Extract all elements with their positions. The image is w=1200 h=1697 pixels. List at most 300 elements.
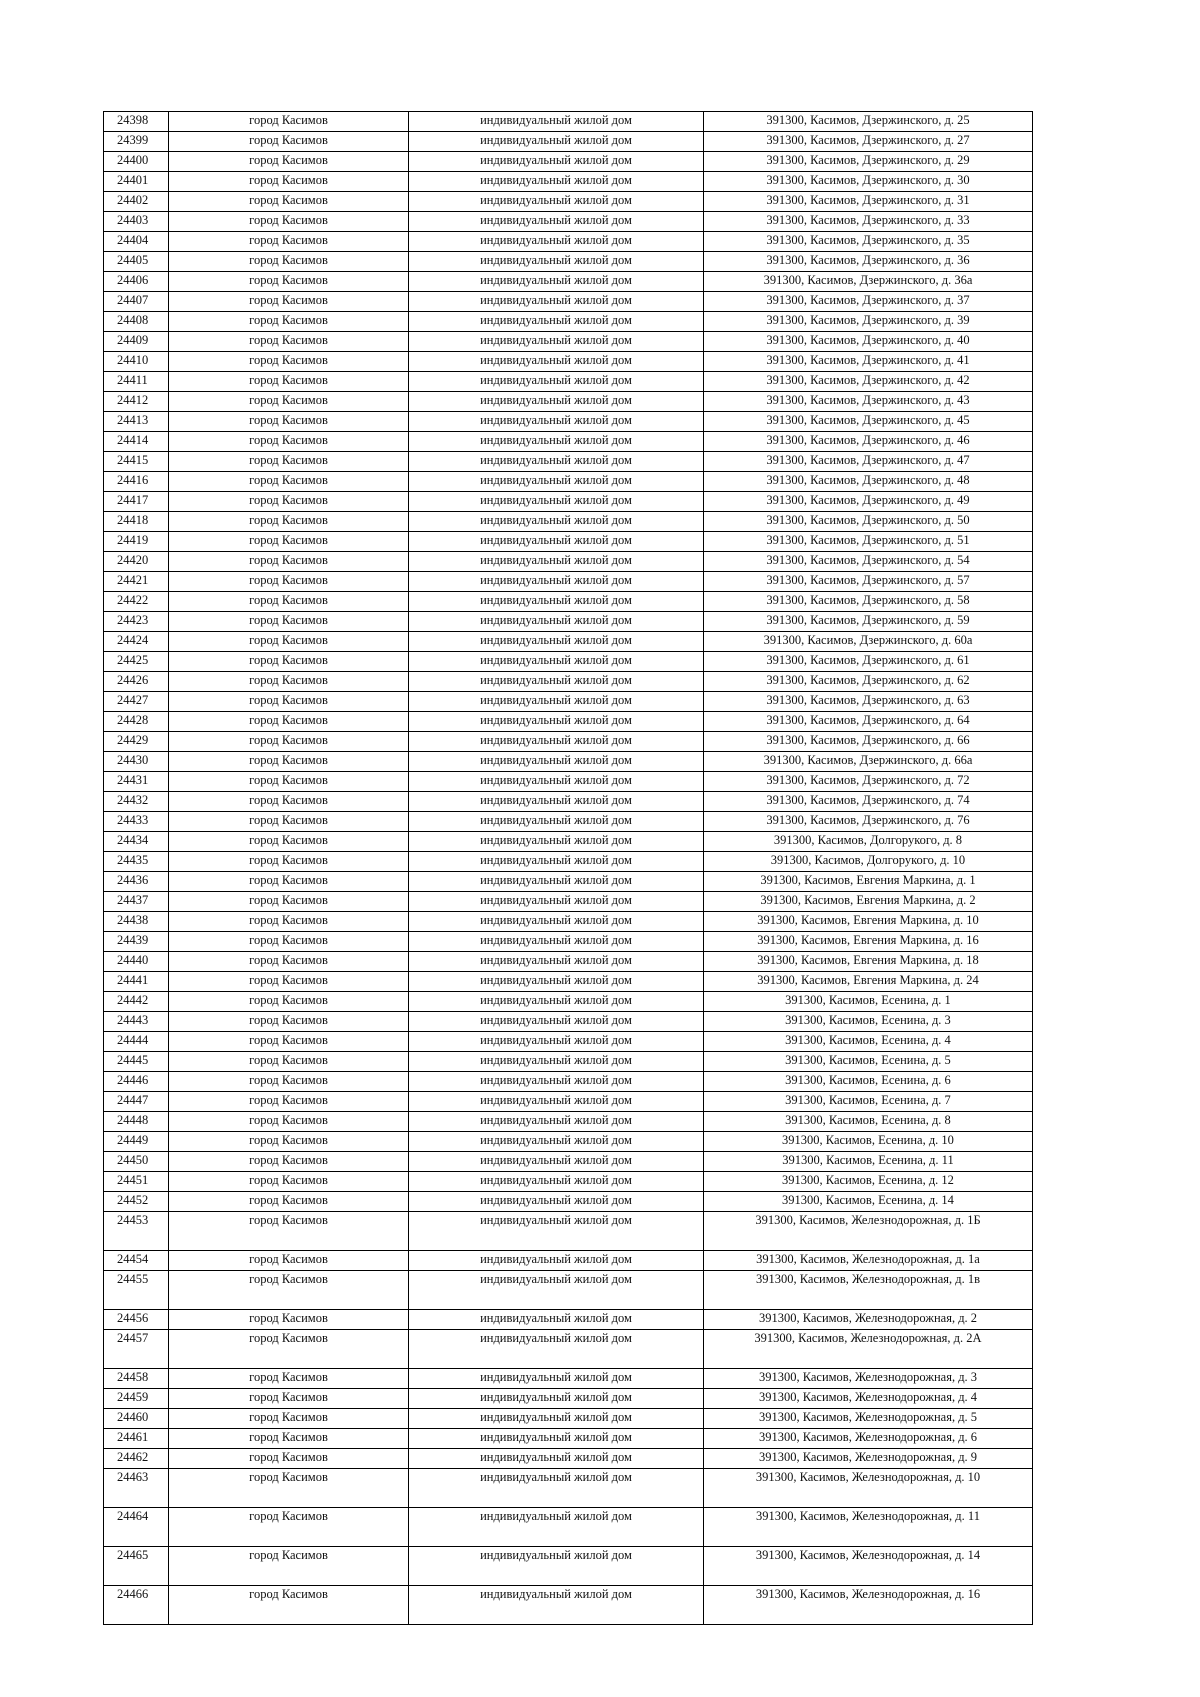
row-number-cell: 24458 — [104, 1369, 169, 1389]
locality-cell: город Касимов — [169, 972, 409, 992]
table-row — [104, 1429, 1033, 1449]
object-type-cell: индивидуальный жилой дом — [409, 112, 704, 132]
locality-cell: город Касимов — [169, 172, 409, 192]
locality-cell: город Касимов — [169, 1212, 409, 1251]
row-number-cell: 24448 — [104, 1112, 169, 1132]
locality-cell: город Касимов — [169, 912, 409, 932]
table-row — [104, 932, 1033, 952]
locality-cell: город Касимов — [169, 1152, 409, 1172]
address-cell: 391300, Касимов, Дзержинского, д. 54 — [704, 552, 1033, 572]
address-cell: 391300, Касимов, Дзержинского, д. 48 — [704, 472, 1033, 492]
locality-cell: город Касимов — [169, 832, 409, 852]
address-cell: 391300, Касимов, Железнодорожная, д. 2А — [704, 1330, 1033, 1369]
table-row — [104, 252, 1033, 272]
row-number-cell: 24447 — [104, 1092, 169, 1112]
address-cell: 391300, Касимов, Железнодорожная, д. 3 — [704, 1369, 1033, 1389]
table-row — [104, 272, 1033, 292]
object-type-cell: индивидуальный жилой дом — [409, 1112, 704, 1132]
table-row — [104, 692, 1033, 712]
object-type-cell: индивидуальный жилой дом — [409, 332, 704, 352]
object-type-cell: индивидуальный жилой дом — [409, 932, 704, 952]
table-row — [104, 1192, 1033, 1212]
row-number-cell: 24419 — [104, 532, 169, 552]
table-row — [104, 1052, 1033, 1072]
row-number-cell: 24441 — [104, 972, 169, 992]
row-number-cell: 24398 — [104, 112, 169, 132]
row-number-cell: 24438 — [104, 912, 169, 932]
row-number-cell: 24408 — [104, 312, 169, 332]
row-number-cell: 24403 — [104, 212, 169, 232]
object-type-cell: индивидуальный жилой дом — [409, 752, 704, 772]
address-cell: 391300, Касимов, Евгения Маркина, д. 16 — [704, 932, 1033, 952]
row-number-cell: 24402 — [104, 192, 169, 212]
address-cell: 391300, Касимов, Дзержинского, д. 30 — [704, 172, 1033, 192]
table-row — [104, 152, 1033, 172]
object-type-cell: индивидуальный жилой дом — [409, 272, 704, 292]
object-type-cell: индивидуальный жилой дом — [409, 1469, 704, 1508]
locality-cell: город Касимов — [169, 592, 409, 612]
address-cell: 391300, Касимов, Дзержинского, д. 42 — [704, 372, 1033, 392]
row-number-cell: 24412 — [104, 392, 169, 412]
row-number-cell: 24434 — [104, 832, 169, 852]
object-type-cell: индивидуальный жилой дом — [409, 1429, 704, 1449]
row-number-cell: 24463 — [104, 1469, 169, 1508]
table-row — [104, 432, 1033, 452]
row-number-cell: 24432 — [104, 792, 169, 812]
table-row — [104, 1092, 1033, 1112]
object-type-cell: индивидуальный жилой дом — [409, 1192, 704, 1212]
locality-cell: город Касимов — [169, 272, 409, 292]
row-number-cell: 24437 — [104, 892, 169, 912]
address-cell: 391300, Касимов, Железнодорожная, д. 16 — [704, 1586, 1033, 1625]
row-number-cell: 24416 — [104, 472, 169, 492]
table-row — [104, 1251, 1033, 1271]
row-number-cell: 24433 — [104, 812, 169, 832]
row-number-cell: 24407 — [104, 292, 169, 312]
object-type-cell: индивидуальный жилой дом — [409, 532, 704, 552]
object-type-cell: индивидуальный жилой дом — [409, 892, 704, 912]
address-cell: 391300, Касимов, Есенина, д. 6 — [704, 1072, 1033, 1092]
table-row — [104, 1032, 1033, 1052]
row-number-cell: 24417 — [104, 492, 169, 512]
table-row — [104, 832, 1033, 852]
object-type-cell: индивидуальный жилой дом — [409, 172, 704, 192]
table-row — [104, 992, 1033, 1012]
table-row — [104, 1508, 1033, 1547]
table-row — [104, 892, 1033, 912]
address-cell: 391300, Касимов, Есенина, д. 3 — [704, 1012, 1033, 1032]
locality-cell: город Касимов — [169, 232, 409, 252]
table-row — [104, 1271, 1033, 1310]
locality-cell: город Касимов — [169, 1052, 409, 1072]
object-type-cell: индивидуальный жилой дом — [409, 992, 704, 1012]
row-number-cell: 24427 — [104, 692, 169, 712]
address-cell: 391300, Касимов, Дзержинского, д. 61 — [704, 652, 1033, 672]
table-row — [104, 1586, 1033, 1625]
object-type-cell: индивидуальный жилой дом — [409, 572, 704, 592]
row-number-cell: 24431 — [104, 772, 169, 792]
address-cell: 391300, Касимов, Евгения Маркина, д. 2 — [704, 892, 1033, 912]
row-number-cell: 24424 — [104, 632, 169, 652]
row-number-cell: 24450 — [104, 1152, 169, 1172]
address-cell: 391300, Касимов, Дзержинского, д. 66а — [704, 752, 1033, 772]
row-number-cell: 24404 — [104, 232, 169, 252]
locality-cell: город Касимов — [169, 332, 409, 352]
table-row — [104, 652, 1033, 672]
object-type-cell: индивидуальный жилой дом — [409, 232, 704, 252]
table-row — [104, 772, 1033, 792]
table-row — [104, 612, 1033, 632]
table-row — [104, 172, 1033, 192]
object-type-cell: индивидуальный жилой дом — [409, 852, 704, 872]
locality-cell: город Касимов — [169, 452, 409, 472]
locality-cell: город Касимов — [169, 1310, 409, 1330]
address-cell: 391300, Касимов, Евгения Маркина, д. 18 — [704, 952, 1033, 972]
table-row — [104, 1547, 1033, 1586]
locality-cell: город Касимов — [169, 852, 409, 872]
address-cell: 391300, Касимов, Дзержинского, д. 35 — [704, 232, 1033, 252]
locality-cell: город Касимов — [169, 1032, 409, 1052]
row-number-cell: 24409 — [104, 332, 169, 352]
object-type-cell: индивидуальный жилой дом — [409, 292, 704, 312]
object-type-cell: индивидуальный жилой дом — [409, 1132, 704, 1152]
address-cell: 391300, Касимов, Железнодорожная, д. 1Б — [704, 1212, 1033, 1251]
locality-cell: город Касимов — [169, 1369, 409, 1389]
object-type-cell: индивидуальный жилой дом — [409, 1369, 704, 1389]
object-type-cell: индивидуальный жилой дом — [409, 1508, 704, 1547]
locality-cell: город Касимов — [169, 1112, 409, 1132]
row-number-cell: 24406 — [104, 272, 169, 292]
object-type-cell: индивидуальный жилой дом — [409, 472, 704, 492]
row-number-cell: 24443 — [104, 1012, 169, 1032]
address-cell: 391300, Касимов, Дзержинского, д. 31 — [704, 192, 1033, 212]
address-cell: 391300, Касимов, Железнодорожная, д. 10 — [704, 1469, 1033, 1508]
table-body — [104, 112, 1033, 1625]
locality-cell: город Касимов — [169, 492, 409, 512]
locality-cell: город Касимов — [169, 1449, 409, 1469]
row-number-cell: 24460 — [104, 1409, 169, 1429]
locality-cell: город Касимов — [169, 812, 409, 832]
address-cell: 391300, Касимов, Есенина, д. 10 — [704, 1132, 1033, 1152]
object-type-cell: индивидуальный жилой дом — [409, 492, 704, 512]
address-cell: 391300, Касимов, Дзержинского, д. 36 — [704, 252, 1033, 272]
address-cell: 391300, Касимов, Железнодорожная, д. 6 — [704, 1429, 1033, 1449]
locality-cell: город Касимов — [169, 1092, 409, 1112]
address-cell: 391300, Касимов, Дзержинского, д. 64 — [704, 712, 1033, 732]
locality-cell: город Касимов — [169, 1072, 409, 1092]
locality-cell: город Касимов — [169, 892, 409, 912]
locality-cell: город Касимов — [169, 1389, 409, 1409]
locality-cell: город Касимов — [169, 932, 409, 952]
address-cell: 391300, Касимов, Есенина, д. 5 — [704, 1052, 1033, 1072]
row-number-cell: 24414 — [104, 432, 169, 452]
table-row — [104, 412, 1033, 432]
row-number-cell: 24465 — [104, 1547, 169, 1586]
address-cell: 391300, Касимов, Дзержинского, д. 37 — [704, 292, 1033, 312]
locality-cell: город Касимов — [169, 472, 409, 492]
table-row — [104, 352, 1033, 372]
address-cell: 391300, Касимов, Дзержинского, д. 76 — [704, 812, 1033, 832]
address-cell: 391300, Касимов, Дзержинского, д. 49 — [704, 492, 1033, 512]
address-cell: 391300, Касимов, Дзержинского, д. 74 — [704, 792, 1033, 812]
locality-cell: город Касимов — [169, 752, 409, 772]
row-number-cell: 24428 — [104, 712, 169, 732]
object-type-cell: индивидуальный жилой дом — [409, 732, 704, 752]
locality-cell: город Касимов — [169, 312, 409, 332]
address-cell: 391300, Касимов, Есенина, д. 11 — [704, 1152, 1033, 1172]
row-number-cell: 24401 — [104, 172, 169, 192]
row-number-cell: 24451 — [104, 1172, 169, 1192]
row-number-cell: 24415 — [104, 452, 169, 472]
address-cell: 391300, Касимов, Железнодорожная, д. 1а — [704, 1251, 1033, 1271]
locality-cell: город Касимов — [169, 392, 409, 412]
object-type-cell: индивидуальный жилой дом — [409, 612, 704, 632]
table-row — [104, 732, 1033, 752]
locality-cell: город Касимов — [169, 672, 409, 692]
object-type-cell: индивидуальный жилой дом — [409, 692, 704, 712]
row-number-cell: 24422 — [104, 592, 169, 612]
locality-cell: город Касимов — [169, 1192, 409, 1212]
table-row — [104, 852, 1033, 872]
object-type-cell: индивидуальный жилой дом — [409, 812, 704, 832]
object-type-cell: индивидуальный жилой дом — [409, 372, 704, 392]
object-type-cell: индивидуальный жилой дом — [409, 832, 704, 852]
object-type-cell: индивидуальный жилой дом — [409, 592, 704, 612]
address-cell: 391300, Касимов, Дзержинского, д. 57 — [704, 572, 1033, 592]
address-cell: 391300, Касимов, Дзержинского, д. 39 — [704, 312, 1033, 332]
table-row — [104, 1012, 1033, 1032]
address-cell: 391300, Касимов, Есенина, д. 7 — [704, 1092, 1033, 1112]
object-type-cell: индивидуальный жилой дом — [409, 972, 704, 992]
row-number-cell: 24444 — [104, 1032, 169, 1052]
locality-cell: город Касимов — [169, 952, 409, 972]
object-type-cell: индивидуальный жилой дом — [409, 132, 704, 152]
address-cell: 391300, Касимов, Дзержинского, д. 60а — [704, 632, 1033, 652]
row-number-cell: 24430 — [104, 752, 169, 772]
row-number-cell: 24446 — [104, 1072, 169, 1092]
table-row — [104, 292, 1033, 312]
object-type-cell: индивидуальный жилой дом — [409, 1389, 704, 1409]
table-row — [104, 1409, 1033, 1429]
table-row — [104, 632, 1033, 652]
table-row — [104, 372, 1033, 392]
table-row — [104, 1132, 1033, 1152]
table-row — [104, 792, 1033, 812]
locality-cell: город Касимов — [169, 992, 409, 1012]
table-row — [104, 552, 1033, 572]
row-number-cell: 24466 — [104, 1586, 169, 1625]
row-number-cell: 24455 — [104, 1271, 169, 1310]
locality-cell: город Касимов — [169, 1508, 409, 1547]
locality-cell: город Касимов — [169, 212, 409, 232]
address-cell: 391300, Касимов, Есенина, д. 8 — [704, 1112, 1033, 1132]
locality-cell: город Касимов — [169, 692, 409, 712]
table-row — [104, 572, 1033, 592]
locality-cell: город Касимов — [169, 652, 409, 672]
object-type-cell: индивидуальный жилой дом — [409, 412, 704, 432]
address-cell: 391300, Касимов, Евгения Маркина, д. 24 — [704, 972, 1033, 992]
table-row — [104, 1112, 1033, 1132]
table-row — [104, 752, 1033, 772]
address-cell: 391300, Касимов, Долгорукого, д. 10 — [704, 852, 1033, 872]
object-type-cell: индивидуальный жилой дом — [409, 1330, 704, 1369]
object-type-cell: индивидуальный жилой дом — [409, 1012, 704, 1032]
row-number-cell: 24459 — [104, 1389, 169, 1409]
address-cell: 391300, Касимов, Дзержинского, д. 51 — [704, 532, 1033, 552]
locality-cell: город Касимов — [169, 152, 409, 172]
locality-cell: город Касимов — [169, 1330, 409, 1369]
object-type-cell: индивидуальный жилой дом — [409, 912, 704, 932]
housing-registry-table — [103, 111, 1033, 1625]
object-type-cell: индивидуальный жилой дом — [409, 1271, 704, 1310]
object-type-cell: индивидуальный жилой дом — [409, 252, 704, 272]
locality-cell: город Касимов — [169, 432, 409, 452]
object-type-cell: индивидуальный жилой дом — [409, 952, 704, 972]
row-number-cell: 24426 — [104, 672, 169, 692]
address-cell: 391300, Касимов, Железнодорожная, д. 4 — [704, 1389, 1033, 1409]
address-cell: 391300, Касимов, Дзержинского, д. 41 — [704, 352, 1033, 372]
table-row — [104, 1449, 1033, 1469]
table-row — [104, 712, 1033, 732]
address-cell: 391300, Касимов, Дзержинского, д. 58 — [704, 592, 1033, 612]
row-number-cell: 24452 — [104, 1192, 169, 1212]
row-number-cell: 24425 — [104, 652, 169, 672]
table-row — [104, 332, 1033, 352]
table-row — [104, 1330, 1033, 1369]
object-type-cell: индивидуальный жилой дом — [409, 1547, 704, 1586]
object-type-cell: индивидуальный жилой дом — [409, 432, 704, 452]
locality-cell: город Касимов — [169, 412, 409, 432]
row-number-cell: 24440 — [104, 952, 169, 972]
locality-cell: город Касимов — [169, 632, 409, 652]
row-number-cell: 24423 — [104, 612, 169, 632]
table-row — [104, 532, 1033, 552]
address-cell: 391300, Касимов, Евгения Маркина, д. 1 — [704, 872, 1033, 892]
address-cell: 391300, Касимов, Дзержинского, д. 27 — [704, 132, 1033, 152]
table-row — [104, 212, 1033, 232]
object-type-cell: индивидуальный жилой дом — [409, 1212, 704, 1251]
locality-cell: город Касимов — [169, 552, 409, 572]
address-cell: 391300, Касимов, Есенина, д. 14 — [704, 1192, 1033, 1212]
address-cell: 391300, Касимов, Дзержинского, д. 59 — [704, 612, 1033, 632]
address-cell: 391300, Касимов, Дзержинского, д. 43 — [704, 392, 1033, 412]
address-cell: 391300, Касимов, Железнодорожная, д. 5 — [704, 1409, 1033, 1429]
locality-cell: город Касимов — [169, 112, 409, 132]
address-cell: 391300, Касимов, Евгения Маркина, д. 10 — [704, 912, 1033, 932]
object-type-cell: индивидуальный жилой дом — [409, 1052, 704, 1072]
object-type-cell: индивидуальный жилой дом — [409, 792, 704, 812]
locality-cell: город Касимов — [169, 1012, 409, 1032]
address-cell: 391300, Касимов, Есенина, д. 4 — [704, 1032, 1033, 1052]
table-row — [104, 1310, 1033, 1330]
address-cell: 391300, Касимов, Железнодорожная, д. 11 — [704, 1508, 1033, 1547]
row-number-cell: 24429 — [104, 732, 169, 752]
object-type-cell: индивидуальный жилой дом — [409, 672, 704, 692]
table-row — [104, 1152, 1033, 1172]
row-number-cell: 24411 — [104, 372, 169, 392]
table-row — [104, 952, 1033, 972]
table-row — [104, 112, 1033, 132]
address-cell: 391300, Касимов, Железнодорожная, д. 14 — [704, 1547, 1033, 1586]
address-cell: 391300, Касимов, Дзержинского, д. 33 — [704, 212, 1033, 232]
row-number-cell: 24442 — [104, 992, 169, 1012]
row-number-cell: 24410 — [104, 352, 169, 372]
table-row — [104, 492, 1033, 512]
locality-cell: город Касимов — [169, 532, 409, 552]
object-type-cell: индивидуальный жилой дом — [409, 772, 704, 792]
table-row — [104, 192, 1033, 212]
object-type-cell: индивидуальный жилой дом — [409, 212, 704, 232]
locality-cell: город Касимов — [169, 512, 409, 532]
table-row — [104, 1172, 1033, 1192]
locality-cell: город Касимов — [169, 1409, 409, 1429]
row-number-cell: 24461 — [104, 1429, 169, 1449]
object-type-cell: индивидуальный жилой дом — [409, 352, 704, 372]
object-type-cell: индивидуальный жилой дом — [409, 152, 704, 172]
address-cell: 391300, Касимов, Дзержинского, д. 50 — [704, 512, 1033, 532]
locality-cell: город Касимов — [169, 732, 409, 752]
row-number-cell: 24418 — [104, 512, 169, 532]
locality-cell: город Касимов — [169, 192, 409, 212]
table-row — [104, 672, 1033, 692]
table-row — [104, 972, 1033, 992]
address-cell: 391300, Касимов, Есенина, д. 1 — [704, 992, 1033, 1012]
row-number-cell: 24449 — [104, 1132, 169, 1152]
address-cell: 391300, Касимов, Дзержинского, д. 72 — [704, 772, 1033, 792]
row-number-cell: 24457 — [104, 1330, 169, 1369]
locality-cell: город Касимов — [169, 712, 409, 732]
row-number-cell: 24445 — [104, 1052, 169, 1072]
address-cell: 391300, Касимов, Дзержинского, д. 63 — [704, 692, 1033, 712]
row-number-cell: 24439 — [104, 932, 169, 952]
row-number-cell: 24435 — [104, 852, 169, 872]
row-number-cell: 24420 — [104, 552, 169, 572]
object-type-cell: индивидуальный жилой дом — [409, 192, 704, 212]
address-cell: 391300, Касимов, Дзержинского, д. 36а — [704, 272, 1033, 292]
object-type-cell: индивидуальный жилой дом — [409, 1310, 704, 1330]
object-type-cell: индивидуальный жилой дом — [409, 652, 704, 672]
locality-cell: город Касимов — [169, 872, 409, 892]
locality-cell: город Касимов — [169, 1469, 409, 1508]
object-type-cell: индивидуальный жилой дом — [409, 1409, 704, 1429]
object-type-cell: индивидуальный жилой дом — [409, 1032, 704, 1052]
row-number-cell: 24421 — [104, 572, 169, 592]
object-type-cell: индивидуальный жилой дом — [409, 512, 704, 532]
table-row — [104, 472, 1033, 492]
address-cell: 391300, Касимов, Дзержинского, д. 46 — [704, 432, 1033, 452]
object-type-cell: индивидуальный жилой дом — [409, 552, 704, 572]
address-cell: 391300, Касимов, Дзержинского, д. 66 — [704, 732, 1033, 752]
locality-cell: город Касимов — [169, 372, 409, 392]
table-row — [104, 1469, 1033, 1508]
object-type-cell: индивидуальный жилой дом — [409, 312, 704, 332]
table-row — [104, 1212, 1033, 1251]
object-type-cell: индивидуальный жилой дом — [409, 872, 704, 892]
locality-cell: город Касимов — [169, 772, 409, 792]
row-number-cell: 24413 — [104, 412, 169, 432]
row-number-cell: 24400 — [104, 152, 169, 172]
table-row — [104, 232, 1033, 252]
locality-cell: город Касимов — [169, 1547, 409, 1586]
table-row — [104, 1072, 1033, 1092]
row-number-cell: 24462 — [104, 1449, 169, 1469]
table-row — [104, 312, 1033, 332]
object-type-cell: индивидуальный жилой дом — [409, 1092, 704, 1112]
locality-cell: город Касимов — [169, 792, 409, 812]
address-cell: 391300, Касимов, Дзержинского, д. 29 — [704, 152, 1033, 172]
row-number-cell: 24464 — [104, 1508, 169, 1547]
locality-cell: город Касимов — [169, 572, 409, 592]
